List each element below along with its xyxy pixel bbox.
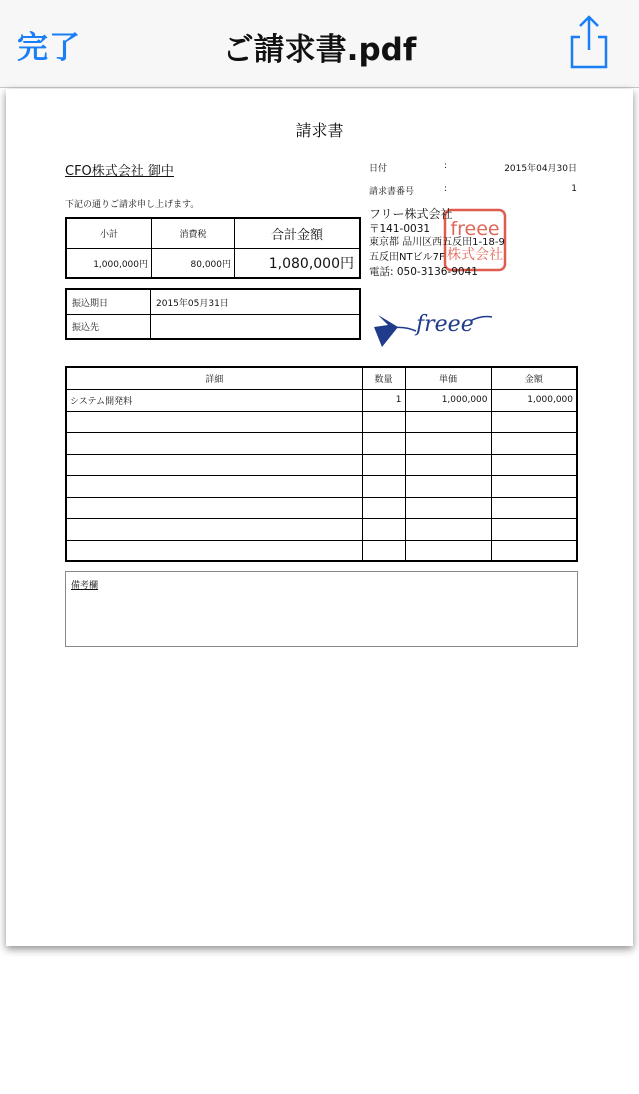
item-unit-price — [405, 540, 491, 562]
date-colon: : — [444, 161, 448, 171]
item-quantity — [362, 433, 405, 455]
table-row — [67, 411, 576, 433]
invoice-number-label: 請求書番号 — [369, 187, 415, 197]
svg-text:株式会社: 株式会社 — [447, 247, 503, 263]
date-value: 2015年04月30日 — [504, 164, 577, 174]
amount-summary-box — [65, 217, 361, 279]
remarks-label: 備考欄 — [71, 581, 99, 591]
item-quantity — [362, 519, 405, 541]
item-description — [67, 433, 362, 455]
document-title: 請求書 — [295, 121, 344, 140]
item-description — [67, 454, 362, 476]
issuer-postal: 〒141-0031 — [369, 222, 431, 235]
item-unit-price — [405, 476, 491, 498]
item-description — [67, 540, 362, 562]
item-unit-price — [405, 497, 491, 519]
column-header: 金額 — [491, 368, 576, 390]
bank-label: 振込先 — [67, 315, 151, 338]
table-header-row — [67, 368, 576, 390]
item-quantity — [362, 497, 405, 519]
total-label: 合計金額 — [235, 219, 359, 249]
issuer-address1: 東京都 品川区西五反田1-18-9 — [369, 237, 505, 248]
items-table — [65, 366, 578, 562]
bank-value — [151, 315, 359, 338]
item-description: システム開発料 — [67, 390, 362, 412]
item-amount — [491, 476, 576, 498]
column-header: 単価 — [405, 368, 491, 390]
item-amount — [491, 454, 576, 476]
share-icon[interactable] — [566, 14, 612, 70]
item-amount: 1,000,000 — [491, 390, 576, 412]
payment-box — [65, 288, 361, 340]
item-description — [67, 411, 362, 433]
item-description — [67, 519, 362, 541]
date-label: 日付 — [369, 164, 388, 174]
issuer-name: フリー株式会社 — [369, 207, 453, 221]
total-value: 1,080,000円 — [268, 256, 354, 272]
item-unit-price — [405, 454, 491, 476]
item-description — [67, 497, 362, 519]
nav-title: ご請求書.pdf — [222, 32, 417, 68]
item-unit-price — [405, 411, 491, 433]
item-unit-price — [405, 519, 491, 541]
table-row — [67, 540, 576, 562]
navigation-bar — [0, 0, 639, 88]
invoice-number-colon: : — [444, 184, 448, 194]
table-row — [67, 519, 576, 541]
svg-text:freee: freee — [416, 312, 474, 337]
item-quantity — [362, 476, 405, 498]
subtotal-value: 1,000,000円 — [67, 249, 152, 277]
table-row — [67, 476, 576, 498]
remarks-box — [65, 571, 578, 647]
tax-value: 80,000円 — [152, 249, 235, 277]
item-quantity — [362, 411, 405, 433]
item-quantity — [362, 540, 405, 562]
item-amount — [491, 519, 576, 541]
due-date-label: 振込期日 — [67, 290, 151, 315]
item-amount — [491, 433, 576, 455]
tax-label: 消費税 — [152, 219, 235, 249]
issuer-info — [369, 207, 505, 280]
table-row — [67, 390, 576, 412]
item-unit-price — [405, 433, 491, 455]
item-unit-price: 1,000,000 — [405, 390, 491, 412]
freee-logo — [372, 305, 496, 351]
due-date-value: 2015年05月31日 — [151, 290, 359, 315]
item-amount — [491, 497, 576, 519]
column-header: 数量 — [362, 368, 405, 390]
done-button[interactable]: 完了 — [17, 30, 81, 66]
svg-text:freee: freee — [450, 218, 500, 240]
intro-text: 下記の通りご請求申し上げます。 — [65, 200, 200, 210]
table-row — [67, 433, 576, 455]
item-quantity — [362, 454, 405, 476]
table-row — [67, 497, 576, 519]
issuer-phone: 電話: 050-3136-9041 — [369, 266, 478, 278]
subtotal-label: 小計 — [67, 219, 152, 249]
client-name: CFO株式会社 御中 — [65, 164, 174, 179]
item-quantity: 1 — [362, 390, 405, 412]
column-header: 詳細 — [67, 368, 362, 390]
item-description — [67, 476, 362, 498]
issuer-address2: 五反田NTビル7F — [369, 251, 445, 263]
table-row — [67, 454, 576, 476]
invoice-number-value: 1 — [571, 184, 577, 194]
item-amount — [491, 411, 576, 433]
item-amount — [491, 540, 576, 562]
